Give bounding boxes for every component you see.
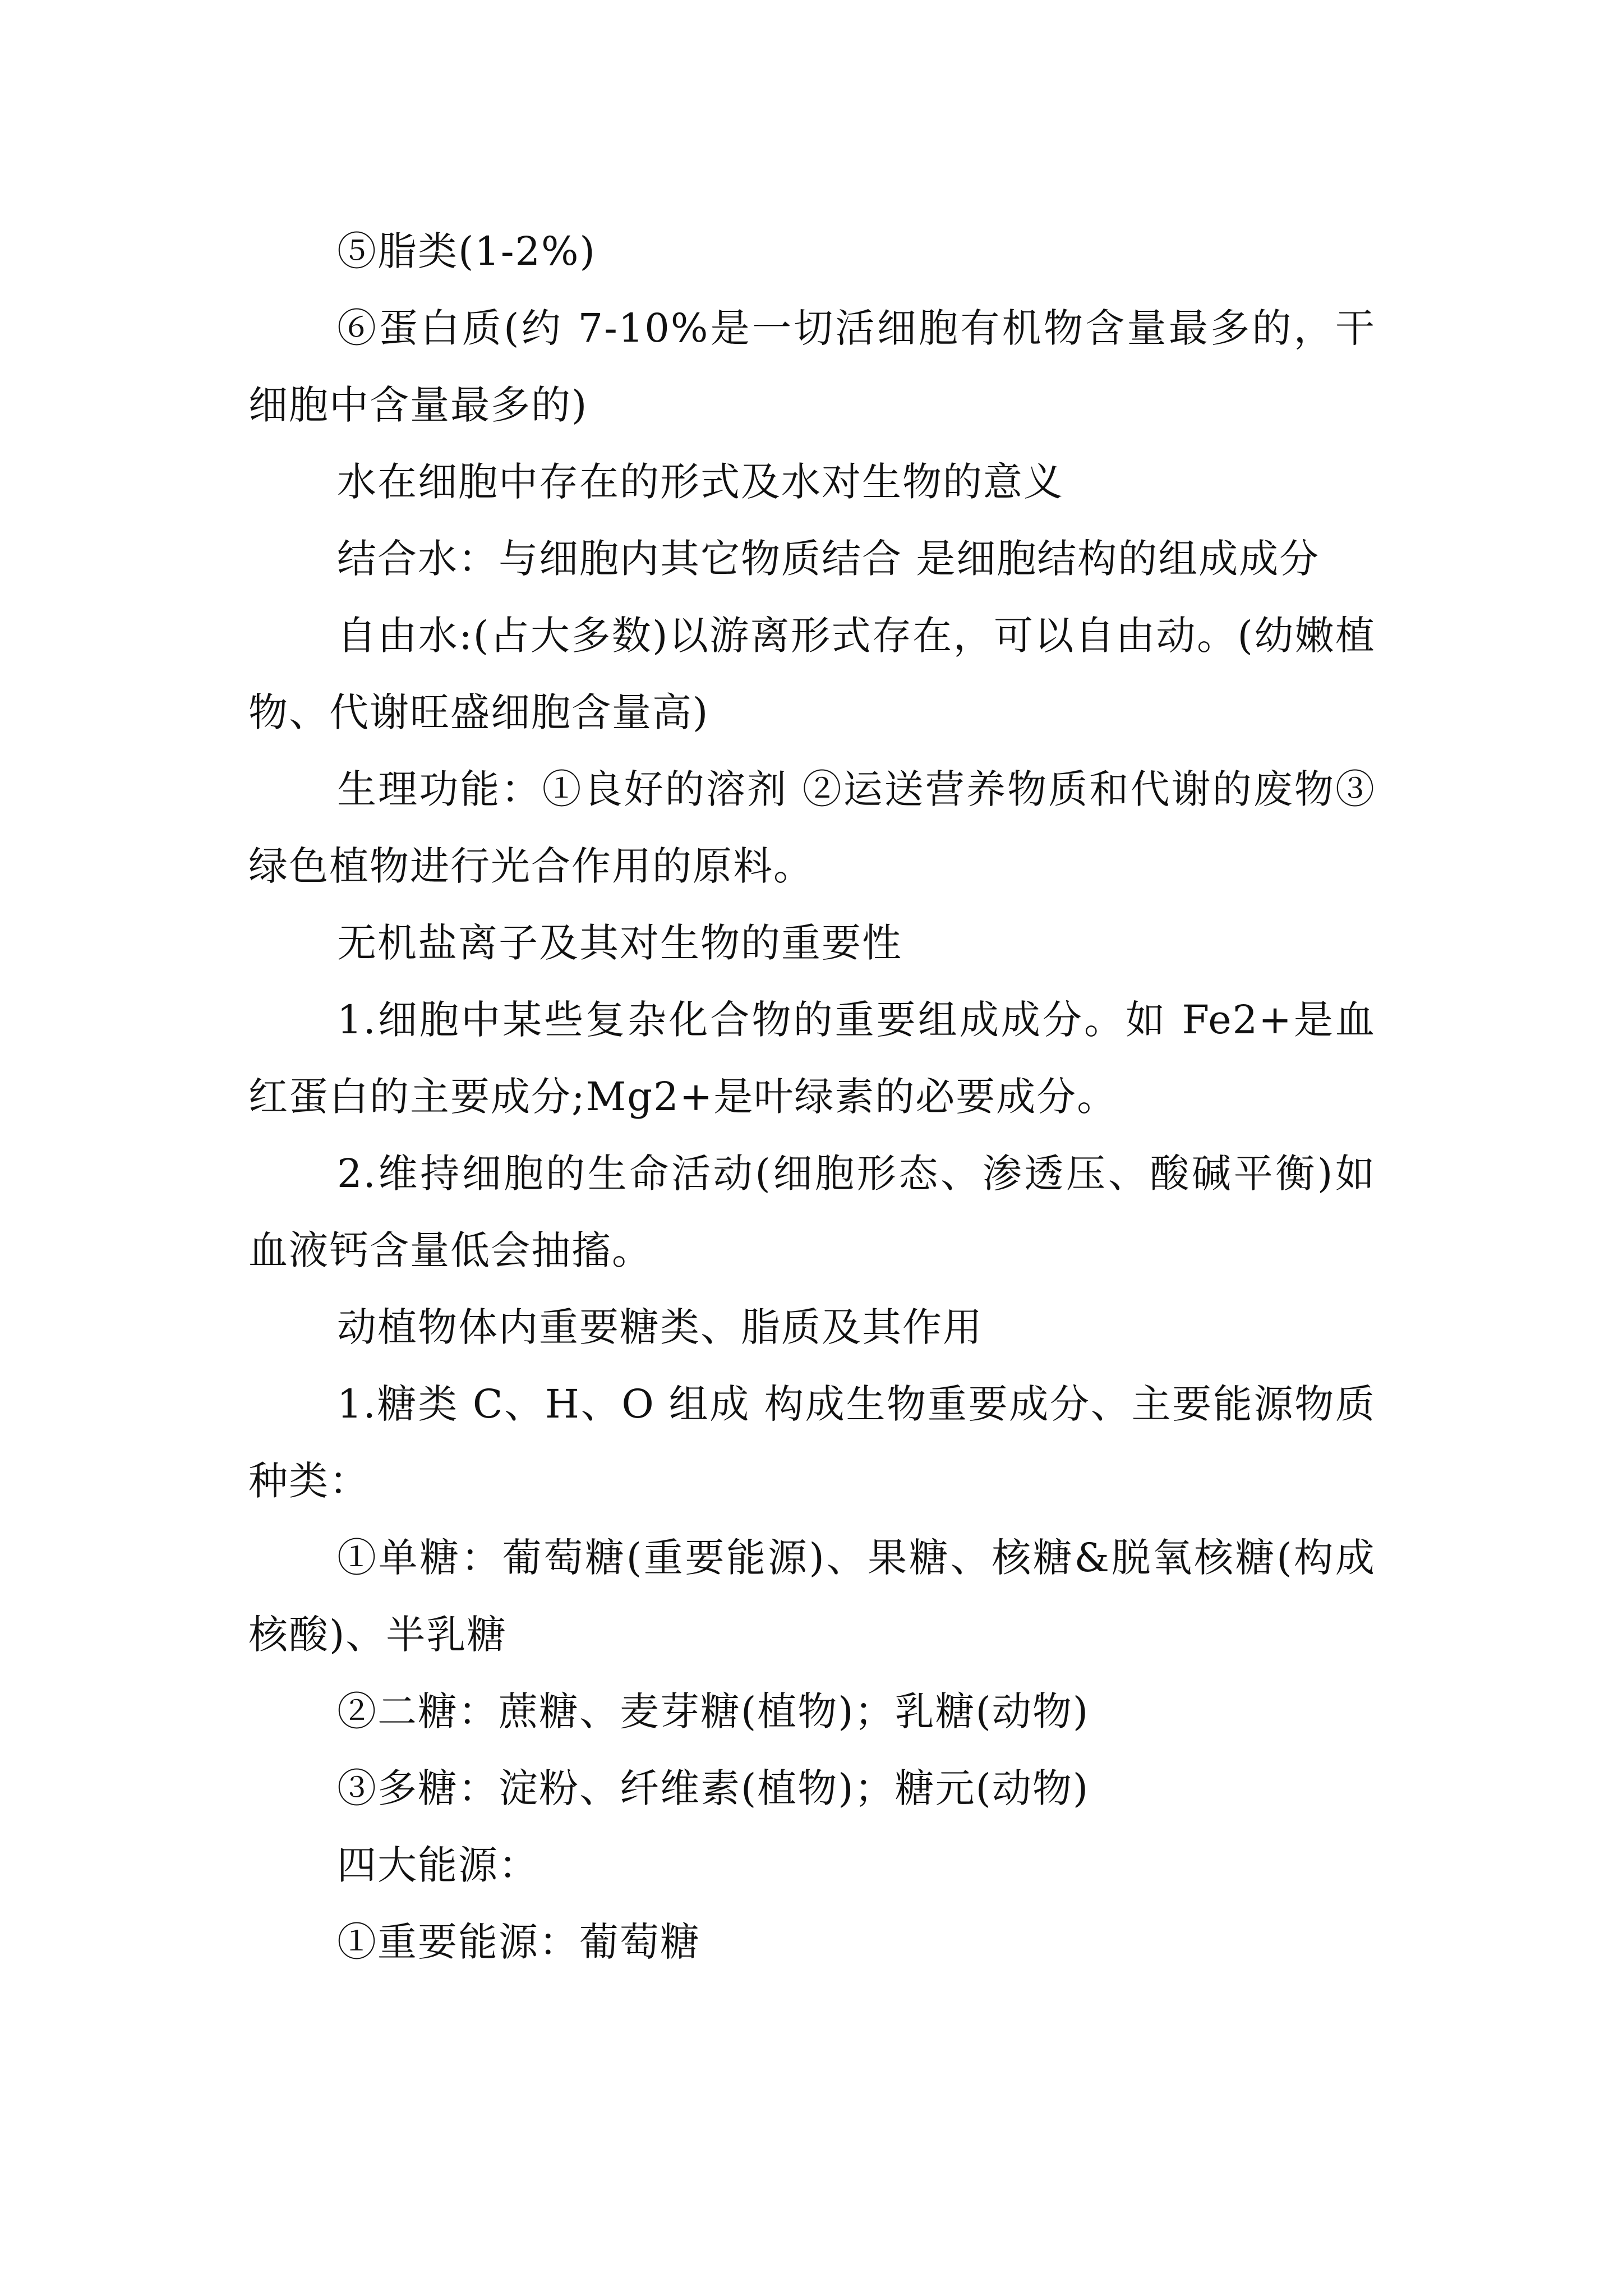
paragraph-salts-2: 2.维持细胞的生命活动(细胞形态、渗透压、酸碱平衡)如血液钙含量低会抽搐。: [248, 1151, 1376, 1273]
heading-four-energy-sources: 四大能源：: [337, 1842, 539, 1888]
paragraph-main-energy: ①重要能源：葡萄糖: [337, 1919, 700, 1965]
heading-inorganic-salts: 无机盐离子及其对生物的重要性: [337, 920, 902, 966]
paragraph-polysaccharides: ③多糖：淀粉、纤维素(植物)；糖元(动物): [337, 1765, 1090, 1811]
paragraph-sugars-intro: 1.糖类 C、H、O 组成 构成生物重要成分、主要能源物质种类：: [248, 1381, 1376, 1504]
heading-water: 水在细胞中存在的形式及水对生物的意义: [337, 459, 1064, 505]
paragraph-protein: ⑥蛋白质(约 7-10%是一切活细胞有机物含量最多的，干细胞中含量最多的): [248, 305, 1376, 428]
paragraph-monosaccharides: ①单糖：葡萄糖(重要能源)、果糖、核糖&脱氧核糖(构成核酸)、半乳糖: [248, 1535, 1376, 1658]
heading-sugars-lipids: 动植物体内重要糖类、脂质及其作用: [337, 1304, 983, 1350]
paragraph-disaccharides: ②二糖：蔗糖、麦芽糖(植物)；乳糖(动物): [337, 1688, 1090, 1734]
paragraph-lipids: ⑤脂类(1-2%): [337, 228, 596, 274]
document-body: [248, 213, 1376, 1981]
paragraph-bound-water: 结合水：与细胞内其它物质结合 是细胞结构的组成成分: [337, 536, 1320, 582]
paragraph-water-function: 生理功能：①良好的溶剂 ②运送营养物质和代谢的废物③绿色植物进行光合作用的原料。: [248, 766, 1376, 889]
paragraph-salts-1: 1.细胞中某些复杂化合物的重要组成成分。如 Fe2+是血红蛋白的主要成分;Mg2+是叶绿素的必要成分。: [248, 997, 1376, 1120]
paragraph-free-water: 自由水:(占大多数)以游离形式存在，可以自由动。(幼嫩植物、代谢旺盛细胞含量高): [248, 613, 1376, 735]
